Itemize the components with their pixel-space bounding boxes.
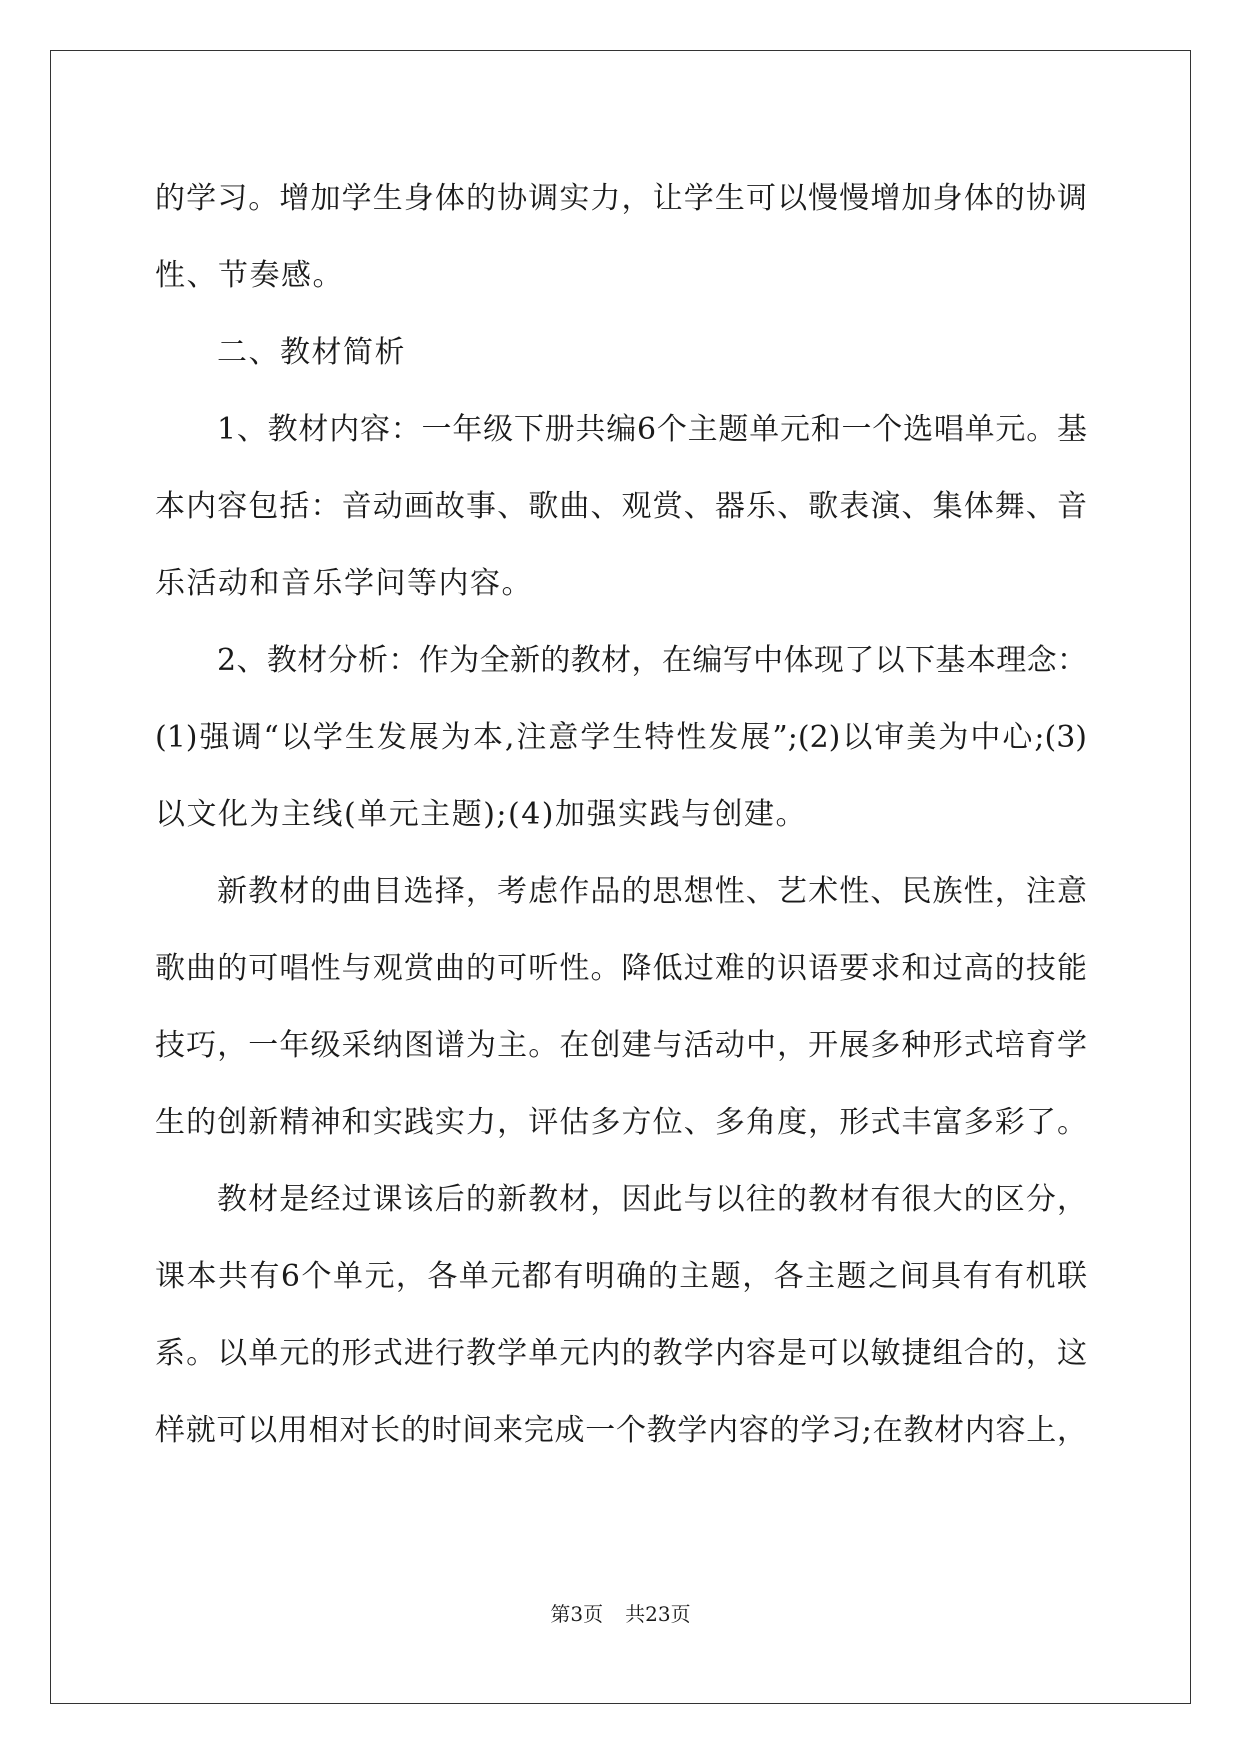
text-line: 的学习。增加学生身体的协调实力，让学生可以慢慢增加身体的协调 <box>155 181 1087 216</box>
text-line: 本内容包括：音动画故事、歌曲、观赏、器乐、歌表演、集体舞、音 <box>155 489 1087 524</box>
text-line: (1)强调“以学生发展为本,注意学生特性发展”;(2)以审美为中心;(3) <box>155 720 1087 755</box>
text-line: 性、节奏感。 <box>155 258 344 293</box>
text-line: 技巧，一年级采纳图谱为主。在创建与活动中，开展多种形式培育学 <box>155 1028 1087 1063</box>
page-total: 共23页 <box>625 1602 691 1626</box>
page-footer <box>0 1598 1241 1627</box>
text-line: 1、教材内容：一年级下册共编6个主题单元和一个选唱单元。基 <box>217 412 1087 447</box>
section-heading: 二、教材简析 <box>217 335 406 370</box>
text-line: 以文化为主线(单元主题);(4)加强实践与创建。 <box>155 797 808 832</box>
text-line: 歌曲的可唱性与观赏曲的可听性。降低过难的识语要求和过高的技能 <box>155 951 1087 986</box>
text-line: 样就可以用相对长的时间来完成一个教学内容的学习;在教材内容上， <box>155 1413 1087 1448</box>
text-line: 系。以单元的形式进行教学单元内的教学内容是可以敏捷组合的，这 <box>155 1336 1087 1371</box>
text-line: 教材是经过课该后的新教材，因此与以往的教材有很大的区分， <box>217 1182 1087 1217</box>
page-number: 第3页 <box>550 1602 604 1626</box>
text-line: 乐活动和音乐学问等内容。 <box>155 566 533 601</box>
text-line: 课本共有6个单元，各单元都有明确的主题，各主题之间具有有机联 <box>155 1259 1087 1294</box>
text-line: 2、教材分析：作为全新的教材，在编写中体现了以下基本理念： <box>217 643 1087 678</box>
text-line: 新教材的曲目选择，考虑作品的思想性、艺术性、民族性，注意 <box>217 874 1087 909</box>
document-body <box>155 160 1087 1469</box>
text-line: 生的创新精神和实践实力，评估多方位、多角度，形式丰富多彩了。 <box>155 1105 1087 1140</box>
